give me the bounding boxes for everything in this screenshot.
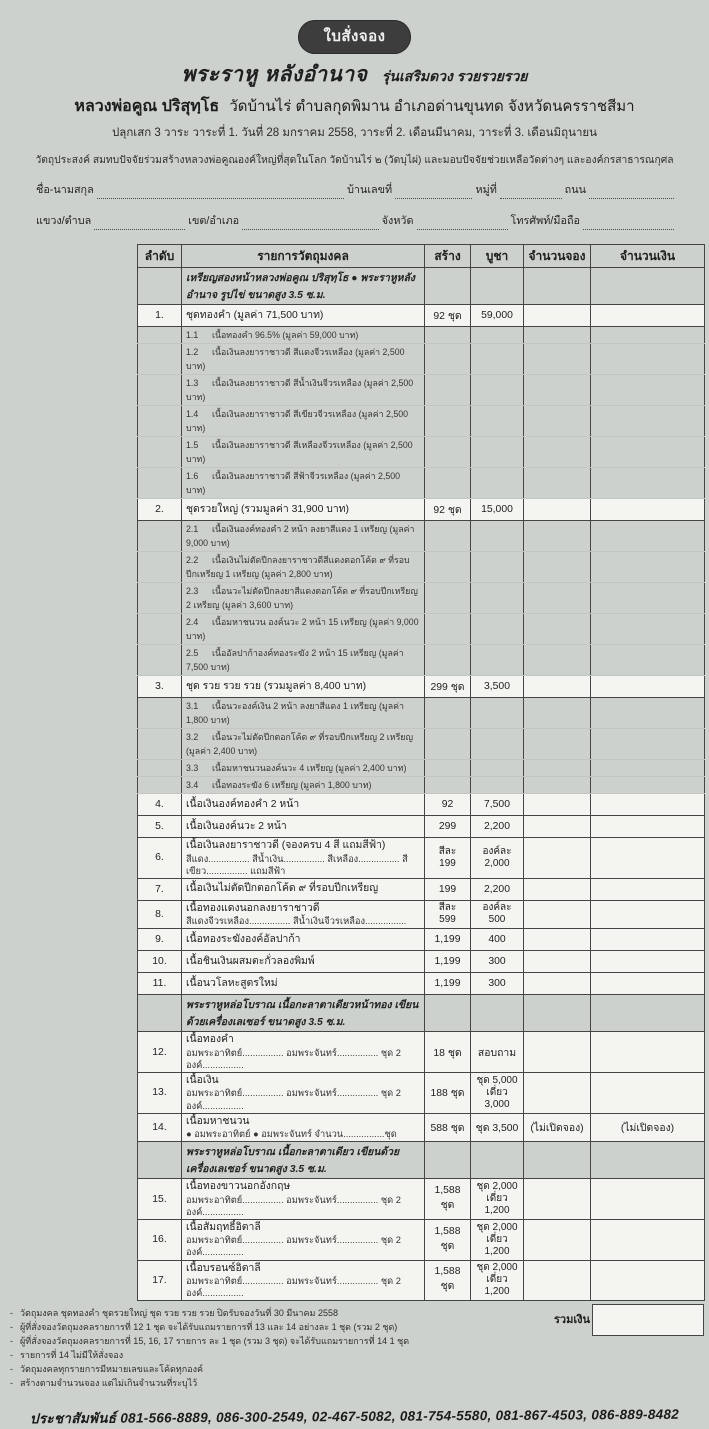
header-price: บูชา — [471, 245, 524, 268]
price-cell — [471, 614, 524, 645]
price-cell: องค์ละ 500 — [471, 900, 524, 929]
total-label: รวมเงิน — [554, 1314, 590, 1327]
header-no: ลำดับ — [138, 245, 182, 268]
build-count-cell — [425, 521, 471, 552]
amount-cell — [591, 951, 705, 973]
item-no-cell: 13. — [138, 1072, 182, 1113]
item-desc-cell: 2.2 เนื้อเงินไม่ตัดปีกลงยาราชาวดีสีแดงตอกโค้ด ๙ ที่รอบปีกเหรียญ 1 เหรียญ (มูลค่า 2,800 บาท) — [182, 552, 425, 583]
build-count-cell: 92 — [425, 794, 471, 816]
build-count-cell — [425, 406, 471, 437]
item-no-cell: 7. — [138, 878, 182, 900]
sub-item-row — [138, 521, 705, 552]
road-field — [589, 186, 674, 199]
price-cell — [471, 760, 524, 777]
item-no-cell: 5. — [138, 816, 182, 838]
item-no-cell — [138, 375, 182, 406]
price-cell: ชุด 3,500 — [471, 1113, 524, 1142]
build-count-cell: 1,199 — [425, 929, 471, 951]
item-row — [138, 973, 705, 995]
price-cell — [471, 468, 524, 499]
price-cell — [471, 1142, 524, 1179]
order-qty-cell — [524, 305, 591, 327]
price-cell: ชุด 2,000 เดี่ยว 1,200 — [471, 1219, 524, 1260]
item-no-cell — [138, 614, 182, 645]
title-edition: รุ่นเสริมดวง รวยรวยรวย — [381, 68, 528, 84]
title-main: พระราหู หลังอำนาจ — [181, 63, 368, 86]
total-amount-box — [592, 1304, 704, 1336]
price-cell: 7,500 — [471, 794, 524, 816]
price-cell — [471, 521, 524, 552]
item-desc-cell: เนื้อสัมฤทธิ์อิตาลี อมพระอาทิตย์................ อมพระจันทร์................ ชุด 2 องค์................ — [182, 1219, 425, 1260]
district-field — [242, 217, 379, 230]
monk-line — [0, 94, 709, 119]
price-cell: ชุด 2,000 เดี่ยว 1,200 — [471, 1179, 524, 1220]
build-count-cell — [425, 698, 471, 729]
amount-cell — [591, 583, 705, 614]
table-header-row — [138, 245, 705, 268]
build-count-cell: 18 ชุด — [425, 1032, 471, 1073]
item-desc-cell: 1.6 เนื้อเงินลงยาราชาวดี สีฟ้าจีวรเหลือง (มูลค่า 2,500 บาท) — [182, 468, 425, 499]
moo-label: หมู่ที่ — [475, 184, 497, 196]
price-cell — [471, 698, 524, 729]
item-row — [138, 816, 705, 838]
item-no-cell: 11. — [138, 973, 182, 995]
item-no-cell: 16. — [138, 1219, 182, 1260]
item-desc-cell: เนื้อเงินลงยาราชาวดี (จองครบ 4 สี แถมสีฟ้า) สีแดง................ สีน้ำเงิน................ สีเหลือง................ สีเขียว................ แถมสีฟ้า — [182, 838, 425, 879]
item-row — [138, 1072, 705, 1113]
amount-cell — [591, 816, 705, 838]
item-desc-cell: เนื้อเงินไม่ตัดปีกตอกโค้ด ๙ ที่รอบปีกเหรียญ — [182, 878, 425, 900]
order-qty-cell — [524, 344, 591, 375]
order-qty-cell — [524, 777, 591, 794]
order-form-page — [0, 20, 709, 1427]
build-count-cell: 188 ชุด — [425, 1072, 471, 1113]
item-no-cell — [138, 344, 182, 375]
amount-cell — [591, 1142, 705, 1179]
item-no-cell — [138, 437, 182, 468]
item-row — [138, 1260, 705, 1301]
item-row — [138, 305, 705, 327]
sub-item-row — [138, 406, 705, 437]
item-no-cell — [138, 729, 182, 760]
amount-cell — [591, 777, 705, 794]
amount-cell — [591, 900, 705, 929]
order-table — [137, 244, 705, 1301]
price-cell — [471, 406, 524, 437]
item-no-cell — [138, 698, 182, 729]
order-qty-cell — [524, 878, 591, 900]
price-cell — [471, 268, 524, 305]
amount-cell — [591, 645, 705, 676]
item-desc-cell: เนื้อเงิน อมพระอาทิตย์................ อมพระจันทร์................ ชุด 2 องค์................ — [182, 1072, 425, 1113]
build-count-cell — [425, 437, 471, 468]
item-desc-cell: 3.4 เนื้อทองระฆัง 6 เหรียญ (มูลค่า 1,800 บาท) — [182, 777, 425, 794]
item-desc-cell: เนื้อทองแดงนอกลงยาราชาวดี สีแดงจีวรเหลือง................ สีน้ำเงินจีวรเหลือง................ — [182, 900, 425, 929]
item-no-cell: 12. — [138, 1032, 182, 1073]
item-no-cell — [138, 760, 182, 777]
item-desc-cell: 1.1 เนื้อทองคำ 96.5% (มูลค่า 59,000 บาท) — [182, 327, 425, 344]
amount-cell — [591, 929, 705, 951]
item-desc-cell: 2.1 เนื้อเงินองค์ทองคำ 2 หน้า ลงยาสีแดง 1 เหรียญ (มูลค่า 9,000 บาท) — [182, 521, 425, 552]
item-no-cell — [138, 995, 182, 1032]
amount-cell — [591, 375, 705, 406]
item-no-cell — [138, 468, 182, 499]
price-cell: องค์ละ 2,000 — [471, 838, 524, 879]
header-item: รายการวัตถุมงคล — [182, 245, 425, 268]
amount-cell — [591, 552, 705, 583]
amount-cell — [591, 1032, 705, 1073]
item-desc-cell: 2.4 เนื้อมหาชนวน องค์นวะ 2 หน้า 15 เหรียญ (มูลค่า 9,000 บาท) — [182, 614, 425, 645]
amount-cell — [591, 468, 705, 499]
item-no-cell: 4. — [138, 794, 182, 816]
item-desc-cell: ชุดทองคำ (มูลค่า 71,500 บาท) — [182, 305, 425, 327]
build-count-cell: 299 — [425, 816, 471, 838]
build-count-cell — [425, 327, 471, 344]
amount-cell — [591, 1260, 705, 1301]
item-no-cell — [138, 521, 182, 552]
item-row — [138, 1219, 705, 1260]
item-no-cell: 6. — [138, 838, 182, 879]
footer-area — [0, 1307, 709, 1427]
notes-list — [10, 1307, 555, 1391]
province-field — [417, 217, 508, 230]
item-desc-cell: เนื้อทองคำ อมพระอาทิตย์................ อมพระจันทร์................ ชุด 2 องค์................ — [182, 1032, 425, 1073]
item-desc-cell: 1.3 เนื้อเงินลงยาราชาวดี สีน้ำเงินจีวรเหลือง (มูลค่า 2,500 บาท) — [182, 375, 425, 406]
amount-cell — [591, 521, 705, 552]
order-qty-cell — [524, 794, 591, 816]
item-desc-cell: 3.1 เนื้อนวะองค์เงิน 2 หน้า ลงยาสีแดง 1 เหรียญ (มูลค่า 1,800 บาท) — [182, 698, 425, 729]
build-count-cell: สีละ 599 — [425, 900, 471, 929]
price-cell — [471, 777, 524, 794]
item-desc-cell: พระราหูหล่อโบราณ เนื้อกะลาตาเดียวหน้าทอง เขียนด้วยเครื่องเลเซอร์ ขนาดสูง 3.5 ซ.ม. — [182, 995, 425, 1032]
price-cell: 59,000 — [471, 305, 524, 327]
price-cell: 300 — [471, 951, 524, 973]
sub-item-row — [138, 552, 705, 583]
order-qty-cell — [524, 900, 591, 929]
item-no-cell — [138, 552, 182, 583]
item-no-cell — [138, 777, 182, 794]
item-no-cell: 9. — [138, 929, 182, 951]
amount-cell — [591, 878, 705, 900]
order-qty-cell — [524, 1179, 591, 1220]
header-order-qty: จำนวนจอง — [524, 245, 591, 268]
amount-cell — [591, 760, 705, 777]
item-desc-cell: 2.5 เนื้ออัลปาก้าองค์ทองระฆัง 2 หน้า 15 เหรียญ (มูลค่า 7,500 บาท) — [182, 645, 425, 676]
item-desc-cell: เนื้อชินเงินผสมตะกั่วลองพิมพ์ — [182, 951, 425, 973]
item-desc-cell: 2.3 เนื้อนวะไม่ตัดปีกลงยาสีแดงตอกโค้ด ๙ ที่รอบปีกเหรียญ 2 เหรียญ (มูลค่า 3,600 บาท) — [182, 583, 425, 614]
order-qty-cell — [524, 1219, 591, 1260]
subdistrict-field — [94, 217, 185, 230]
sub-item-row — [138, 614, 705, 645]
build-count-cell — [425, 995, 471, 1032]
section-header-row — [138, 268, 705, 305]
order-qty-cell — [524, 951, 591, 973]
amount-cell — [591, 698, 705, 729]
amount-cell — [591, 794, 705, 816]
monk-name: หลวงพ่อคูณ ปริสุทฺโธ — [74, 98, 220, 115]
build-count-cell: 92 ชุด — [425, 499, 471, 521]
subdistrict-label: แขวง/ตำบล — [36, 215, 92, 227]
order-qty-cell — [524, 995, 591, 1032]
amount-cell — [591, 268, 705, 305]
item-desc-cell: 1.4 เนื้อเงินลงยาราชาวดี สีเขียวจีวรเหลือง (มูลค่า 2,500 บาท) — [182, 406, 425, 437]
build-count-cell — [425, 583, 471, 614]
order-qty-cell — [524, 268, 591, 305]
sub-item-row — [138, 437, 705, 468]
district-label: เขต/อำเภอ — [188, 215, 240, 227]
build-count-cell: 92 ชุด — [425, 305, 471, 327]
header-build: สร้าง — [425, 245, 471, 268]
build-count-cell: 299 ชุด — [425, 676, 471, 698]
item-desc-cell: เนื้อเงินองค์นวะ 2 หน้า — [182, 816, 425, 838]
house-no-field — [395, 186, 472, 199]
build-count-cell — [425, 729, 471, 760]
item-row — [138, 929, 705, 951]
sub-item-row — [138, 327, 705, 344]
amount-cell — [591, 838, 705, 879]
item-row — [138, 878, 705, 900]
phone-field — [583, 217, 674, 230]
item-row — [138, 676, 705, 698]
item-row — [138, 1032, 705, 1073]
amount-cell — [591, 406, 705, 437]
item-desc-cell: เนื้อทองระฆังองค์อัลปาก้า — [182, 929, 425, 951]
price-cell: ชุด 2,000 เดี่ยว 1,200 — [471, 1260, 524, 1301]
order-qty-cell — [524, 552, 591, 583]
item-no-cell — [138, 583, 182, 614]
price-cell — [471, 729, 524, 760]
price-cell: 400 — [471, 929, 524, 951]
price-cell — [471, 344, 524, 375]
item-row — [138, 838, 705, 879]
price-cell: 3,500 — [471, 676, 524, 698]
sub-item-row — [138, 468, 705, 499]
sub-item-row — [138, 583, 705, 614]
sub-item-row — [138, 344, 705, 375]
order-qty-cell — [524, 645, 591, 676]
house-no-label: บ้านเลขที่ — [347, 184, 393, 196]
amount-cell — [591, 344, 705, 375]
order-qty-cell — [524, 1032, 591, 1073]
amount-cell — [591, 305, 705, 327]
item-desc-cell: ชุดรวยใหญ่ (รวมมูลค่า 31,900 บาท) — [182, 499, 425, 521]
customer-form — [36, 181, 677, 230]
road-label: ถนน — [564, 184, 586, 196]
price-cell — [471, 583, 524, 614]
item-desc-cell: 1.5 เนื้อเงินลงยาราชาวดี สีเหลืองจีวรเหลือง (มูลค่า 2,500 บาท) — [182, 437, 425, 468]
item-desc-cell: 3.3 เนื้อมหาชนวนองค์นวะ 4 เหรียญ (มูลค่า 2,400 บาท) — [182, 760, 425, 777]
note-item: - สร้างตามจำนวนจอง แต่ไม่เกินจำนวนที่ระบุไว้ — [10, 1377, 555, 1391]
header-amount: จำนวนเงิน — [591, 245, 705, 268]
name-field — [97, 186, 344, 199]
sub-item-row — [138, 375, 705, 406]
item-desc-cell: 3.2 เนื้อนวะไม่ตัดปีกตอกโค้ด ๙ ที่รอบปีกเหรียญ 2 เหรียญ (มูลค่า 2,400 บาท) — [182, 729, 425, 760]
item-no-cell: 14. — [138, 1113, 182, 1142]
item-desc-cell: เนื้อทองขาวนอกอังกฤษ อมพระอาทิตย์................ อมพระจันทร์................ ชุด 2 องค์................ — [182, 1179, 425, 1220]
ceremony-line: ปลุกเสก 3 วาระ วาระที่ 1. วันที่ 28 มกราคม 2558, วาระที่ 2. เดือนมีนาคม, วาระที่ 3. เดือนมิถุนายน — [111, 127, 598, 139]
build-count-cell — [425, 344, 471, 375]
item-no-cell — [138, 406, 182, 437]
item-desc-cell: 1.2 เนื้อเงินลงยาราชาวดี สีแดงจีวรเหลือง (มูลค่า 2,500 บาท) — [182, 344, 425, 375]
order-qty-cell — [524, 760, 591, 777]
order-qty-cell — [524, 521, 591, 552]
order-qty-cell — [524, 973, 591, 995]
build-count-cell — [425, 552, 471, 583]
amount-cell — [591, 995, 705, 1032]
order-qty-cell — [524, 327, 591, 344]
item-no-cell: 15. — [138, 1179, 182, 1220]
sub-item-row — [138, 698, 705, 729]
amount-cell: (ไม่เปิดจอง) — [591, 1113, 705, 1142]
item-row — [138, 900, 705, 929]
build-count-cell — [425, 375, 471, 406]
item-desc-cell: เนื้อนวโลหะสูตรใหม่ — [182, 973, 425, 995]
order-qty-cell — [524, 816, 591, 838]
price-cell: ชุด 5,000 เดี่ยว 3,000 — [471, 1072, 524, 1113]
order-qty-cell — [524, 614, 591, 645]
amount-cell — [591, 1072, 705, 1113]
total-row — [554, 1304, 704, 1336]
amount-cell — [591, 729, 705, 760]
order-qty-cell — [524, 1142, 591, 1179]
amount-cell — [591, 614, 705, 645]
note-item: - รายการที่ 14 ไม่มีให้สั่งจอง — [10, 1349, 555, 1363]
price-cell: 2,200 — [471, 878, 524, 900]
build-count-cell: 1,588 ชุด — [425, 1219, 471, 1260]
item-no-cell: 10. — [138, 951, 182, 973]
order-qty-cell — [524, 1072, 591, 1113]
amount-cell — [591, 1179, 705, 1220]
phone-label: โทรศัพท์/มือถือ — [510, 215, 580, 227]
page-title — [0, 58, 709, 91]
price-cell — [471, 995, 524, 1032]
note-item: - วัตถุมงคล ชุดทองคำ ชุดรวยใหญ่ ชุด รวย รวย รวย ปิดรับจองวันที่ 30 มีนาคม 2558 — [10, 1307, 555, 1321]
build-count-cell — [425, 645, 471, 676]
order-qty-cell — [524, 499, 591, 521]
item-row — [138, 499, 705, 521]
item-row — [138, 1113, 705, 1142]
order-qty-cell — [524, 437, 591, 468]
price-cell: 300 — [471, 973, 524, 995]
build-count-cell: สีละ 199 — [425, 838, 471, 879]
build-count-cell — [425, 468, 471, 499]
name-label: ชื่อ-นามสกุล — [36, 184, 94, 196]
order-qty-cell — [524, 468, 591, 499]
note-item: - วัตถุมงคลทุกรายการมีหมายเลขและโค้ดทุกองค์ — [10, 1363, 555, 1377]
price-cell: 15,000 — [471, 499, 524, 521]
sub-item-row — [138, 760, 705, 777]
build-count-cell — [425, 1142, 471, 1179]
build-count-cell: 1,199 — [425, 951, 471, 973]
build-count-cell — [425, 268, 471, 305]
purpose-line: วัตถุประสงค์ สมทบปัจจัยร่วมสร้างหลวงพ่อคูณองค์ใหญ่ที่สุดในโลก วัดบ้านไร่ ๒ (วัดบุไผ่) และมอบปัจจัยช่วยเหลือวัดต่างๆ และองค์กรสาธารณกุศล — [35, 155, 674, 166]
sub-item-row — [138, 729, 705, 760]
amount-cell — [591, 499, 705, 521]
item-no-cell — [138, 1142, 182, 1179]
build-count-cell — [425, 614, 471, 645]
build-count-cell: 1,199 — [425, 973, 471, 995]
order-qty-cell — [524, 1260, 591, 1301]
amount-cell — [591, 437, 705, 468]
item-no-cell: 2. — [138, 499, 182, 521]
build-count-cell: 1,588 ชุด — [425, 1260, 471, 1301]
contact-phone-line: ประชาสัมพันธ์ 081-566-8889, 086-300-2549, 02-467-5082, 081-754-5580, 081-867-4503, 086-889-8482 — [29, 1406, 680, 1427]
order-table-body — [138, 268, 705, 1301]
item-no-cell: 3. — [138, 676, 182, 698]
amount-cell — [591, 676, 705, 698]
sub-item-row — [138, 777, 705, 794]
price-cell — [471, 375, 524, 406]
temple-address: วัดบ้านไร่ ตำบลกุดพิมาน อำเภอด่านขุนทด จังหวัดนครราชสีมา — [229, 98, 635, 115]
item-desc-cell: ชุด รวย รวย รวย (รวมมูลค่า 8,400 บาท) — [182, 676, 425, 698]
order-qty-cell: (ไม่เปิดจอง) — [524, 1113, 591, 1142]
item-row — [138, 794, 705, 816]
form-line-2 — [36, 212, 677, 230]
order-qty-cell — [524, 676, 591, 698]
order-form-badge: ใบสั่งจอง — [298, 20, 412, 54]
item-desc-cell: เนื้อเงินองค์ทองคำ 2 หน้า — [182, 794, 425, 816]
item-no-cell — [138, 268, 182, 305]
price-cell — [471, 327, 524, 344]
item-row — [138, 951, 705, 973]
price-cell: 2,200 — [471, 816, 524, 838]
item-no-cell: 1. — [138, 305, 182, 327]
amount-cell — [591, 1219, 705, 1260]
order-qty-cell — [524, 929, 591, 951]
note-item: - ผู้ที่สั่งจองวัตถุมงคลรายการที่ 15, 16, 17 รายการ ละ 1 ชุด (รวม 3 ชุด) จะได้รับแถมรายการที่ 14 1 ชุด — [10, 1335, 555, 1349]
build-count-cell: 588 ชุด — [425, 1113, 471, 1142]
item-desc-cell: เนื้อบรอนซ์อิตาลี อมพระอาทิตย์................ อมพระจันทร์................ ชุด 2 องค์................ — [182, 1260, 425, 1301]
item-no-cell: 8. — [138, 900, 182, 929]
item-desc-cell: พระราหูหล่อโบราณ เนื้อกะลาตาเดียว เขียนด้วยเครื่องเลเซอร์ ขนาดสูง 3.5 ซ.ม. — [182, 1142, 425, 1179]
item-no-cell: 17. — [138, 1260, 182, 1301]
item-desc-cell: เนื้อมหาชนวน ● อมพระอาทิตย์ ● อมพระจันทร์ จำนวน................ชุด — [182, 1113, 425, 1142]
price-cell — [471, 645, 524, 676]
note-item: - ผู้ที่สั่งจองวัตถุมงคลรายการที่ 12 1 ชุด จะได้รับแถมรายการที่ 13 และ 14 อย่างละ 1 ชุด (รวม 2 ชุด) — [10, 1321, 555, 1335]
province-label: จังหวัด — [381, 215, 414, 227]
build-count-cell — [425, 777, 471, 794]
order-qty-cell — [524, 406, 591, 437]
sub-item-row — [138, 645, 705, 676]
price-cell — [471, 552, 524, 583]
section-header-row — [138, 995, 705, 1032]
item-no-cell — [138, 645, 182, 676]
amount-cell — [591, 973, 705, 995]
order-qty-cell — [524, 698, 591, 729]
moo-field — [500, 186, 562, 199]
order-qty-cell — [524, 583, 591, 614]
form-line-1 — [36, 181, 677, 199]
item-desc-cell: เหรียญสองหน้าหลวงพ่อคูณ ปริสุทฺโธ ● พระราหูหลังอำนาจ รูปไข่ ขนาดสูง 3.5 ซ.ม. — [182, 268, 425, 305]
item-no-cell — [138, 327, 182, 344]
order-qty-cell — [524, 729, 591, 760]
item-row — [138, 1179, 705, 1220]
section-header-row — [138, 1142, 705, 1179]
order-qty-cell — [524, 375, 591, 406]
amount-cell — [591, 327, 705, 344]
order-qty-cell — [524, 838, 591, 879]
build-count-cell — [425, 760, 471, 777]
build-count-cell: 199 — [425, 878, 471, 900]
price-cell: สอบถาม — [471, 1032, 524, 1073]
price-cell — [471, 437, 524, 468]
build-count-cell: 1,588 ชุด — [425, 1179, 471, 1220]
